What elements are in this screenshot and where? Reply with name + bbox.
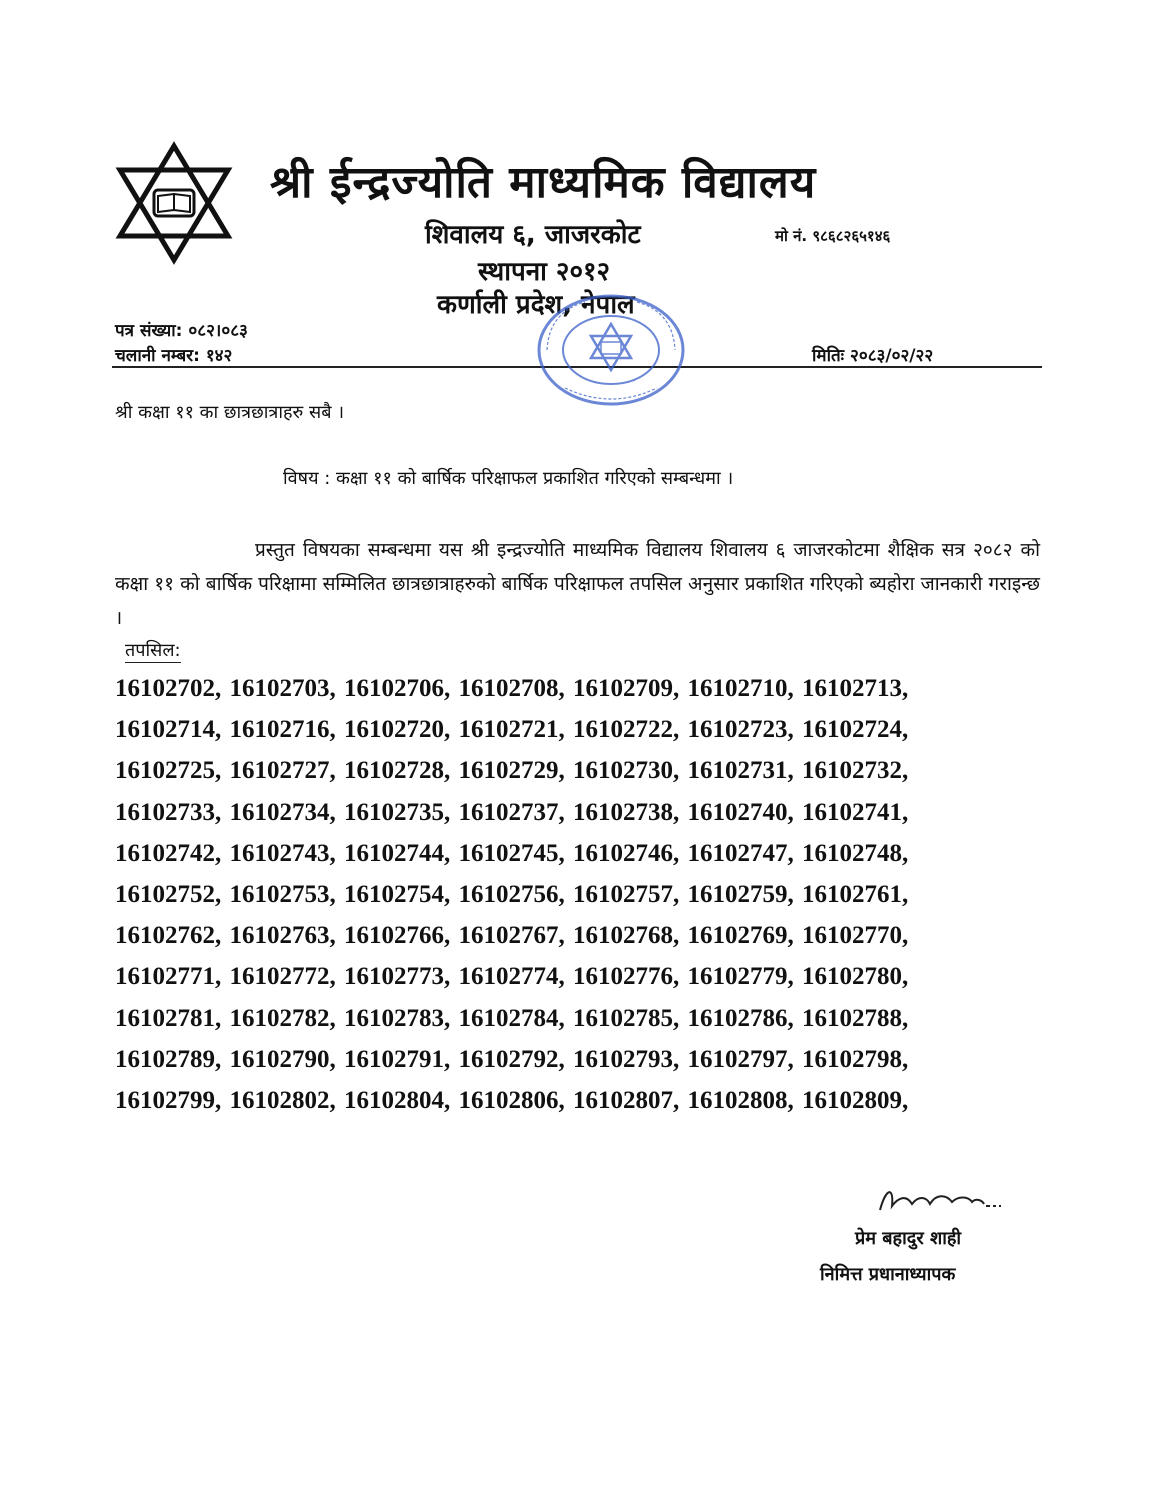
established-year: स्थापना २०१२	[478, 257, 611, 287]
official-stamp-icon	[535, 292, 687, 408]
school-name: श्री ईन्द्रज्योति माध्यमिक विद्यालय	[270, 157, 817, 208]
letter-date	[812, 343, 933, 366]
symbol-row: 16102725, 16102727, 16102728, 16102729, 16102730, 16102731, 16102732,	[115, 757, 909, 785]
symbol-row: 16102752, 16102753, 16102754, 16102756, 16102757, 16102759, 16102761,	[115, 880, 909, 908]
symbol-row: 16102733, 16102734, 16102735, 16102737, 16102738, 16102740, 16102741,	[115, 798, 909, 826]
subject-line: विषय : कक्षा ११ को बार्षिक परिक्षाफल प्रकाशित गरिएको सम्बन्धमा ।	[283, 468, 734, 489]
symbol-row: 16102742, 16102743, 16102744, 16102745, 16102746, 16102747, 16102748,	[115, 839, 909, 867]
signature-scribble-icon	[872, 1180, 1002, 1220]
dispatch-number-label: चलानी नम्बर:	[115, 346, 200, 366]
date-label: मितिः	[812, 346, 845, 366]
school-logo-icon	[112, 140, 237, 265]
symbol-row: 16102702, 16102703, 16102706, 16102708, 16102709, 16102710, 16102713,	[115, 675, 909, 702]
dispatch-number	[115, 343, 232, 367]
symbol-row: 16102762, 16102763, 16102766, 16102767, 16102768, 16102769, 16102770,	[115, 922, 909, 950]
symbol-row: 16102781, 16102782, 16102783, 16102784, 16102785, 16102786, 16102788,	[115, 1004, 909, 1032]
letter-body: प्रस्तुत विषयका सम्बन्धमा यस श्री इन्द्रज्योति माध्यमिक विद्यालय शिवालय ६ जाजरकोटमा शैक्षिक सत्र २०८२ को कक्षा ११ को बार्षिक परिक्षामा सम्मिलित छात्रछात्राहरुको बार्षिक परिक्षाफल तपसिल अनुसार प्रकाशित गरिएको ब्यहोरा जानकारी गराइन्छ ।	[115, 539, 1040, 629]
school-province: कर्णाली प्रदेश, नेपाल	[437, 290, 635, 320]
school-address: शिवालय ६, जाजरकोट	[425, 220, 641, 250]
recipient-line: श्री कक्षा ११ का छात्रछात्राहरु सबै ।	[115, 402, 345, 423]
signer-title: निमित्त प्रधानाध्यापक	[820, 1264, 956, 1285]
date-value: २०८३/०२/२२	[850, 346, 934, 366]
passed-symbol-numbers	[115, 668, 1055, 1121]
symbol-row: 16102771, 16102772, 16102773, 16102774, 16102776, 16102779, 16102780,	[115, 963, 909, 991]
letter-number-label: पत्र संख्या:	[115, 321, 183, 341]
annex-label: तपसिल:	[125, 640, 181, 661]
symbol-row: 16102789, 16102790, 16102791, 16102792, 16102793, 16102797, 16102798,	[115, 1045, 909, 1073]
letter-number	[115, 318, 248, 341]
symbol-row: 16102714, 16102716, 16102720, 16102721, 16102722, 16102723, 16102724,	[115, 716, 909, 744]
symbol-row: 16102799, 16102802, 16102804, 16102806, 16102807, 16102808, 16102809,	[115, 1086, 909, 1114]
dispatch-number-value: १४२	[206, 343, 233, 367]
school-phone: मो नं. ९८६८२६५१४६	[775, 227, 891, 245]
signer-name: प्रेम बहादुर शाही	[855, 1228, 962, 1249]
letter-number-value: ०८२।०८३	[188, 321, 248, 341]
